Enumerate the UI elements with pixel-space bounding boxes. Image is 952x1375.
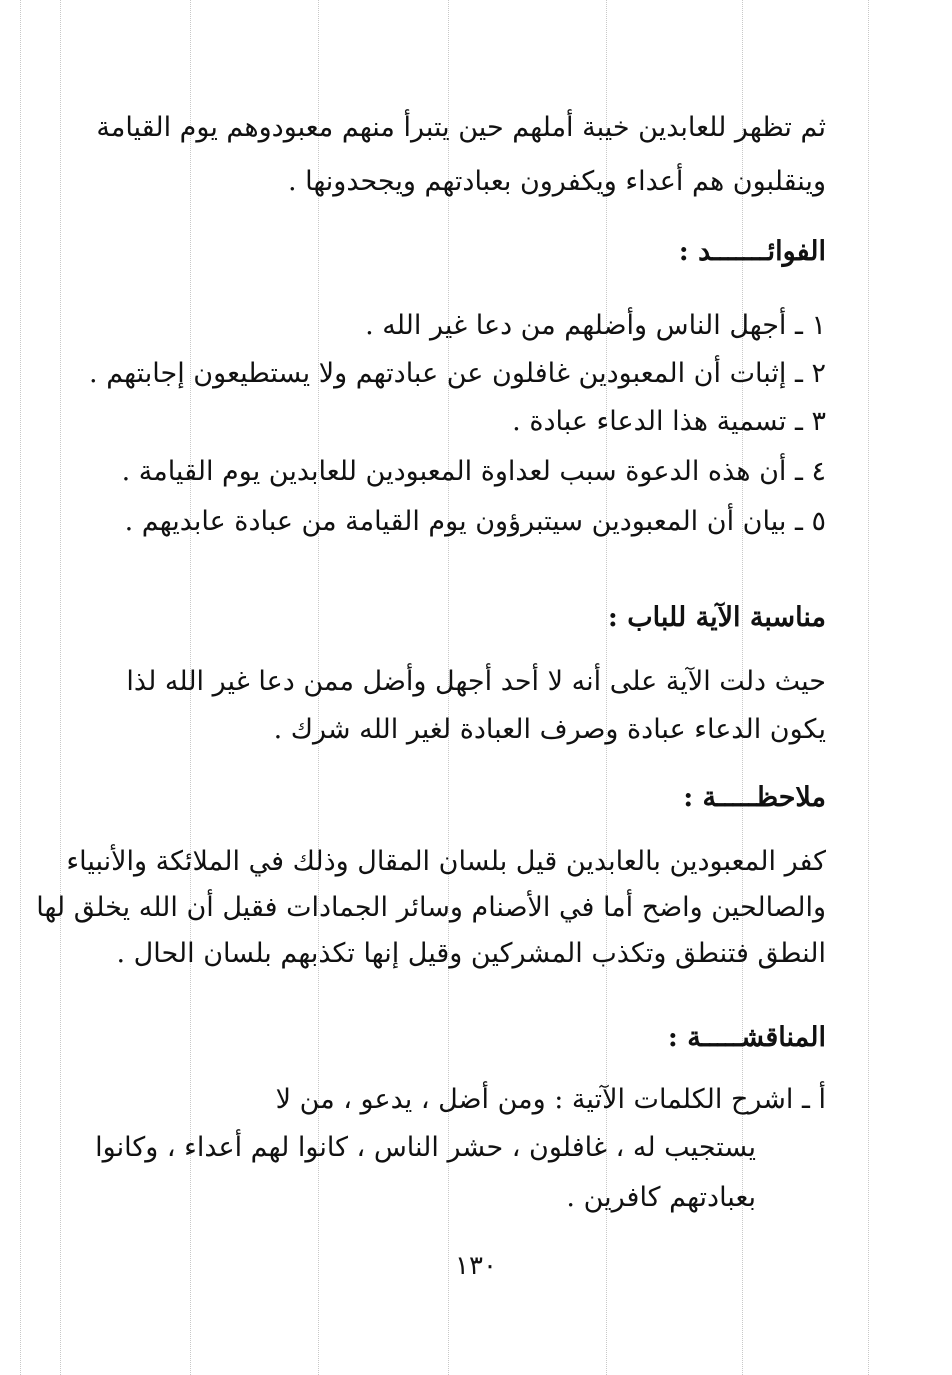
relevance-line-2: يكون الدعاء عبادة وصرف العبادة لغير الله شرك .: [273, 714, 826, 745]
relevance-heading: مناسبة الآية للباب :: [607, 602, 826, 633]
benefit-item-2: ٢ ـ إثبات أن المعبودين غافلون عن عبادتهم ولا يستطيعون إجابتهم .: [89, 358, 826, 389]
discussion-line-3: بعبادتهم كافرين .: [566, 1182, 756, 1213]
page-number: ١٣٠: [455, 1251, 497, 1281]
note-line-2: والصالحين واضح أما في الأصنام وسائر الجمادات فقيل أن الله يخلق لها: [36, 892, 826, 923]
benefit-item-4: ٤ ـ أن هذه الدعوة سبب لعداوة المعبودين للعابدين يوم القيامة .: [121, 456, 826, 487]
benefit-item-1: ١ ـ أجهل الناس وأضلهم من دعا غير الله .: [365, 310, 826, 341]
scan-guide-line: [868, 0, 869, 1375]
note-heading: ملاحظـــــة :: [683, 782, 826, 813]
relevance-line-1: حيث دلت الآية على أنه لا أحد أجهل وأضل ممن دعا غير الله لذا: [126, 666, 826, 697]
note-line-1: كفر المعبودين بالعابدين قيل بلسان المقال وذلك في الملائكة والأنبياء: [66, 846, 826, 877]
intro-line-1: ثم تظهر للعابدين خيبة أملهم حين يتبرأ منهم معبودوهم يوم القيامة: [96, 112, 826, 143]
discussion-heading: المناقشـــــة :: [667, 1022, 826, 1053]
benefits-heading: الفوائـــــــد :: [678, 236, 826, 267]
benefit-item-5: ٥ ـ بيان أن المعبودين سيتبرؤون يوم القيامة من عبادة عابديهم .: [124, 506, 826, 537]
discussion-line-2: يستجيب له ، غافلون ، حشر الناس ، كانوا لهم أعداء ، وكانوا: [95, 1132, 756, 1163]
intro-line-2: وينقلبون هم أعداء ويكفرون بعبادتهم ويجحدونها .: [287, 166, 826, 197]
scan-guide-line: [20, 0, 21, 1375]
benefit-item-3: ٣ ـ تسمية هذا الدعاء عبادة .: [512, 406, 826, 437]
note-line-3: النطق فتنطق وتكذب المشركين وقيل إنها تكذبهم بلسان الحال .: [116, 938, 826, 969]
scan-guide-line: [60, 0, 61, 1375]
discussion-line-1: أ ـ اشرح الكلمات الآتية : ومن أضل ، يدعو ، من لا: [275, 1084, 826, 1115]
